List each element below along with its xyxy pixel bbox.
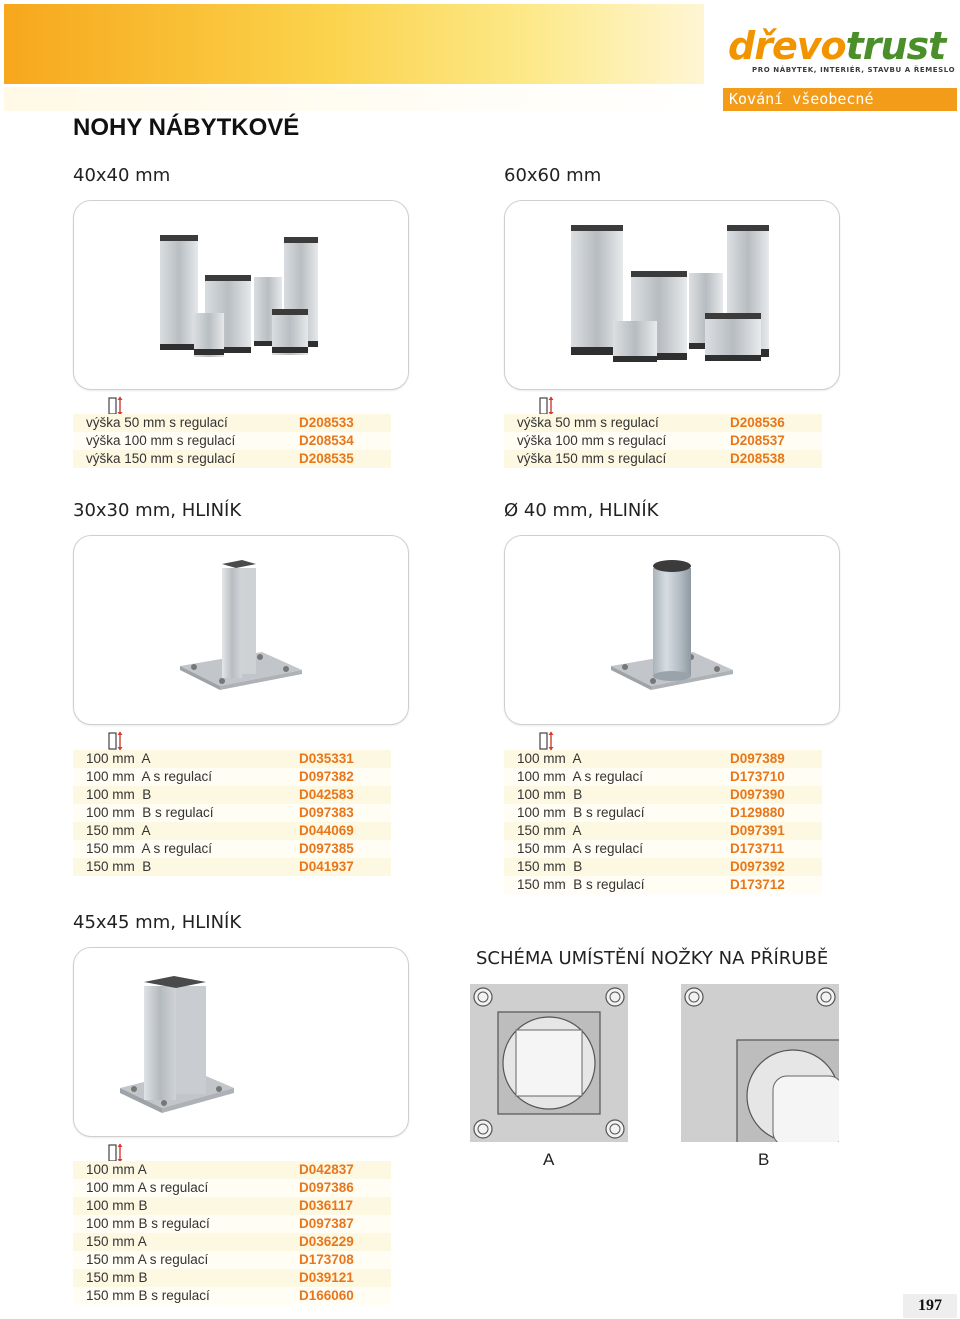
product-code: D208536 [730,415,785,430]
legs-wide-group-image [505,201,840,390]
section-title-30x30: 30x30 mm, HLINÍK [73,500,242,521]
spec-table-30x30 [73,750,391,876]
category-label: Kování všeobecné [723,88,957,111]
schema-diagram-b [681,984,839,1142]
product-code: D097391 [730,823,785,838]
brand-logo [728,24,956,74]
table-row: výška 150 mm s regulací D208538 [504,450,822,468]
table-row: 150 mm A s regulací D173708 [73,1251,391,1269]
table-row: výška 100 mm s regulací D208537 [504,432,822,450]
product-code: D044069 [299,823,354,838]
section-title-round-40: Ø 40 mm, HLINÍK [504,500,659,521]
table-row: 150 mm A s regulací D097385 [73,840,391,858]
table-row: 100 mm A D035331 [73,750,391,768]
product-code: D097383 [299,805,354,820]
height-adjust-icon [108,730,124,752]
height-adjust-icon [539,730,555,752]
brand-tagline: PRO NÁBYTEK, INTERIÉR, STAVBU A ŘEMESLO [752,66,956,74]
product-photo-30x30 [73,535,409,725]
spec-table-40x40 [73,414,391,468]
table-row: 100 mm A D042837 [73,1161,391,1179]
product-code: D041937 [299,859,354,874]
product-code: D208534 [299,433,354,448]
section-title-40x40: 40x40 mm [73,165,171,186]
product-code: D173711 [730,841,785,856]
page-number: 197 [903,1294,957,1318]
table-row: 100 mm B s regulací D097387 [73,1215,391,1233]
product-code: D035331 [299,751,354,766]
product-code: D039121 [299,1270,354,1285]
table-row: 150 mm A D036229 [73,1233,391,1251]
product-code: D036117 [299,1198,354,1213]
table-row: 100 mm A s regulací D097382 [73,768,391,786]
table-row: 150 mm B s regulací D173712 [504,876,822,894]
page-title: NOHY NÁBYTKOVÉ [73,114,300,141]
product-code: D097382 [299,769,354,784]
table-row: 150 mm B D097392 [504,858,822,876]
table-row: 100 mm B s regulací D129880 [504,804,822,822]
table-row: 100 mm B D097390 [504,786,822,804]
product-code: D036229 [299,1234,354,1249]
product-code: D097387 [299,1216,354,1231]
product-code: D097392 [730,859,785,874]
product-code: D097390 [730,787,785,802]
product-photo-round-40 [504,535,840,725]
leg-square-45-flange-image [74,948,409,1137]
product-code: D173708 [299,1252,354,1267]
flange-offset-diagram [681,984,839,1142]
spec-table-60x60 [504,414,822,468]
product-photo-60x60 [504,200,840,390]
product-code: D042583 [299,787,354,802]
leg-square-flange-image [74,536,409,725]
schema-title: SCHÉMA UMÍSTĚNÍ NOŽKY NA PŘÍRUBĚ [476,948,829,969]
table-row: 150 mm B D039121 [73,1269,391,1287]
schema-label-b: B [758,1150,770,1169]
table-row: výška 150 mm s regulací D208535 [73,450,391,468]
spec-table-round-40 [504,750,822,894]
product-code: D208537 [730,433,785,448]
table-row: 100 mm A s regulací D097386 [73,1179,391,1197]
schema-diagram-a [470,984,628,1142]
table-row: 100 mm B D042583 [73,786,391,804]
table-row: výška 100 mm s regulací D208534 [73,432,391,450]
table-row: 150 mm A D044069 [73,822,391,840]
section-title-60x60: 60x60 mm [504,165,602,186]
schema-label-a: A [543,1150,555,1169]
table-row: výška 50 mm s regulací D208533 [73,414,391,432]
product-code: D173712 [730,877,785,892]
header-banner [4,4,704,84]
brand-name-part2: trust [845,24,946,68]
table-row: výška 50 mm s regulací D208536 [504,414,822,432]
product-code: D097386 [299,1180,354,1195]
table-row: 150 mm A s regulací D173711 [504,840,822,858]
table-row: 150 mm B D041937 [73,858,391,876]
legs-square-group-image [74,201,409,390]
spec-table-45x45 [73,1161,391,1305]
product-photo-40x40 [73,200,409,390]
table-row: 150 mm A D097391 [504,822,822,840]
table-row: 150 mm B s regulací D166060 [73,1287,391,1305]
product-code: D097385 [299,841,354,856]
product-code: D173710 [730,769,785,784]
product-code: D042837 [299,1162,354,1177]
product-code: D097389 [730,751,785,766]
header-rule [4,87,720,111]
leg-round-flange-image [505,536,840,725]
product-photo-45x45 [73,947,409,1137]
brand-name-part1: dřevo [728,24,846,68]
table-row: 100 mm A D097389 [504,750,822,768]
product-code: D166060 [299,1288,354,1303]
flange-centered-diagram [470,984,628,1142]
product-code: D208538 [730,451,785,466]
product-code: D208535 [299,451,354,466]
table-row: 100 mm B D036117 [73,1197,391,1215]
product-code: D129880 [730,805,785,820]
product-code: D208533 [299,415,354,430]
section-title-45x45: 45x45 mm, HLINÍK [73,912,242,933]
table-row: 100 mm A s regulací D173710 [504,768,822,786]
table-row: 100 mm B s regulací D097383 [73,804,391,822]
